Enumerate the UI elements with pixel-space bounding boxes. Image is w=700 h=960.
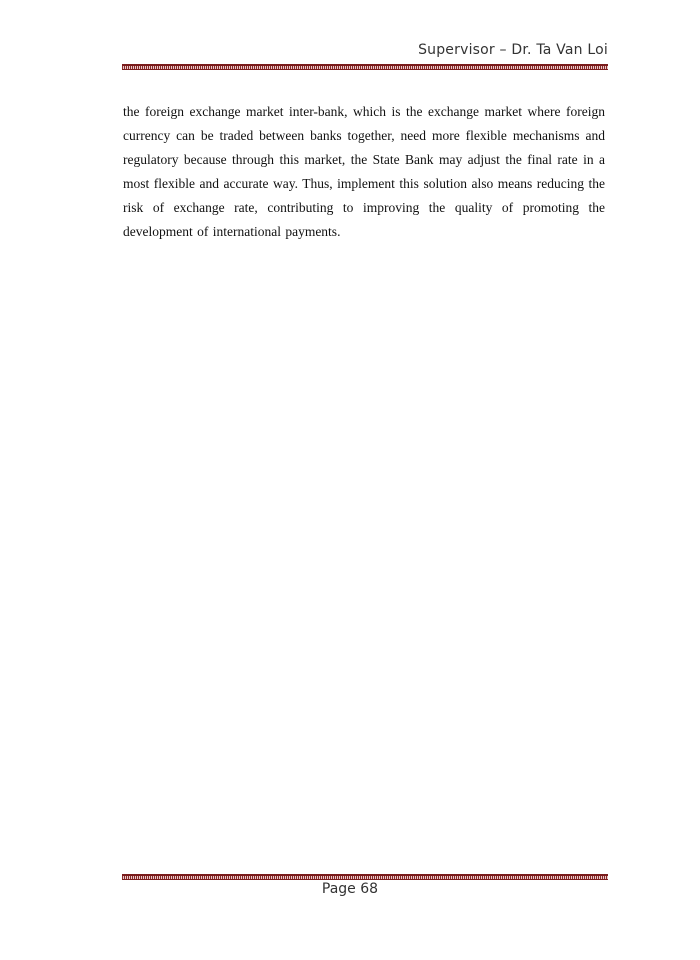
running-header: Supervisor – Dr. Ta Van Loi <box>418 42 608 58</box>
page-number: Page 68 <box>321 881 379 897</box>
body-paragraph: the foreign exchange market inter-bank, which is the exchange market where foreign currency can be traded between banks together, need more flexible mechanisms and regulatory because through this market, the State Bank may adjust the final rate in a most flexible and accurate way. Thus, implement this solution also means reducing the risk of exchange rate, contributing to improving the quality of promoting the development of international payments. <box>123 104 605 239</box>
header-divider <box>122 64 608 71</box>
footer-divider <box>122 874 608 881</box>
